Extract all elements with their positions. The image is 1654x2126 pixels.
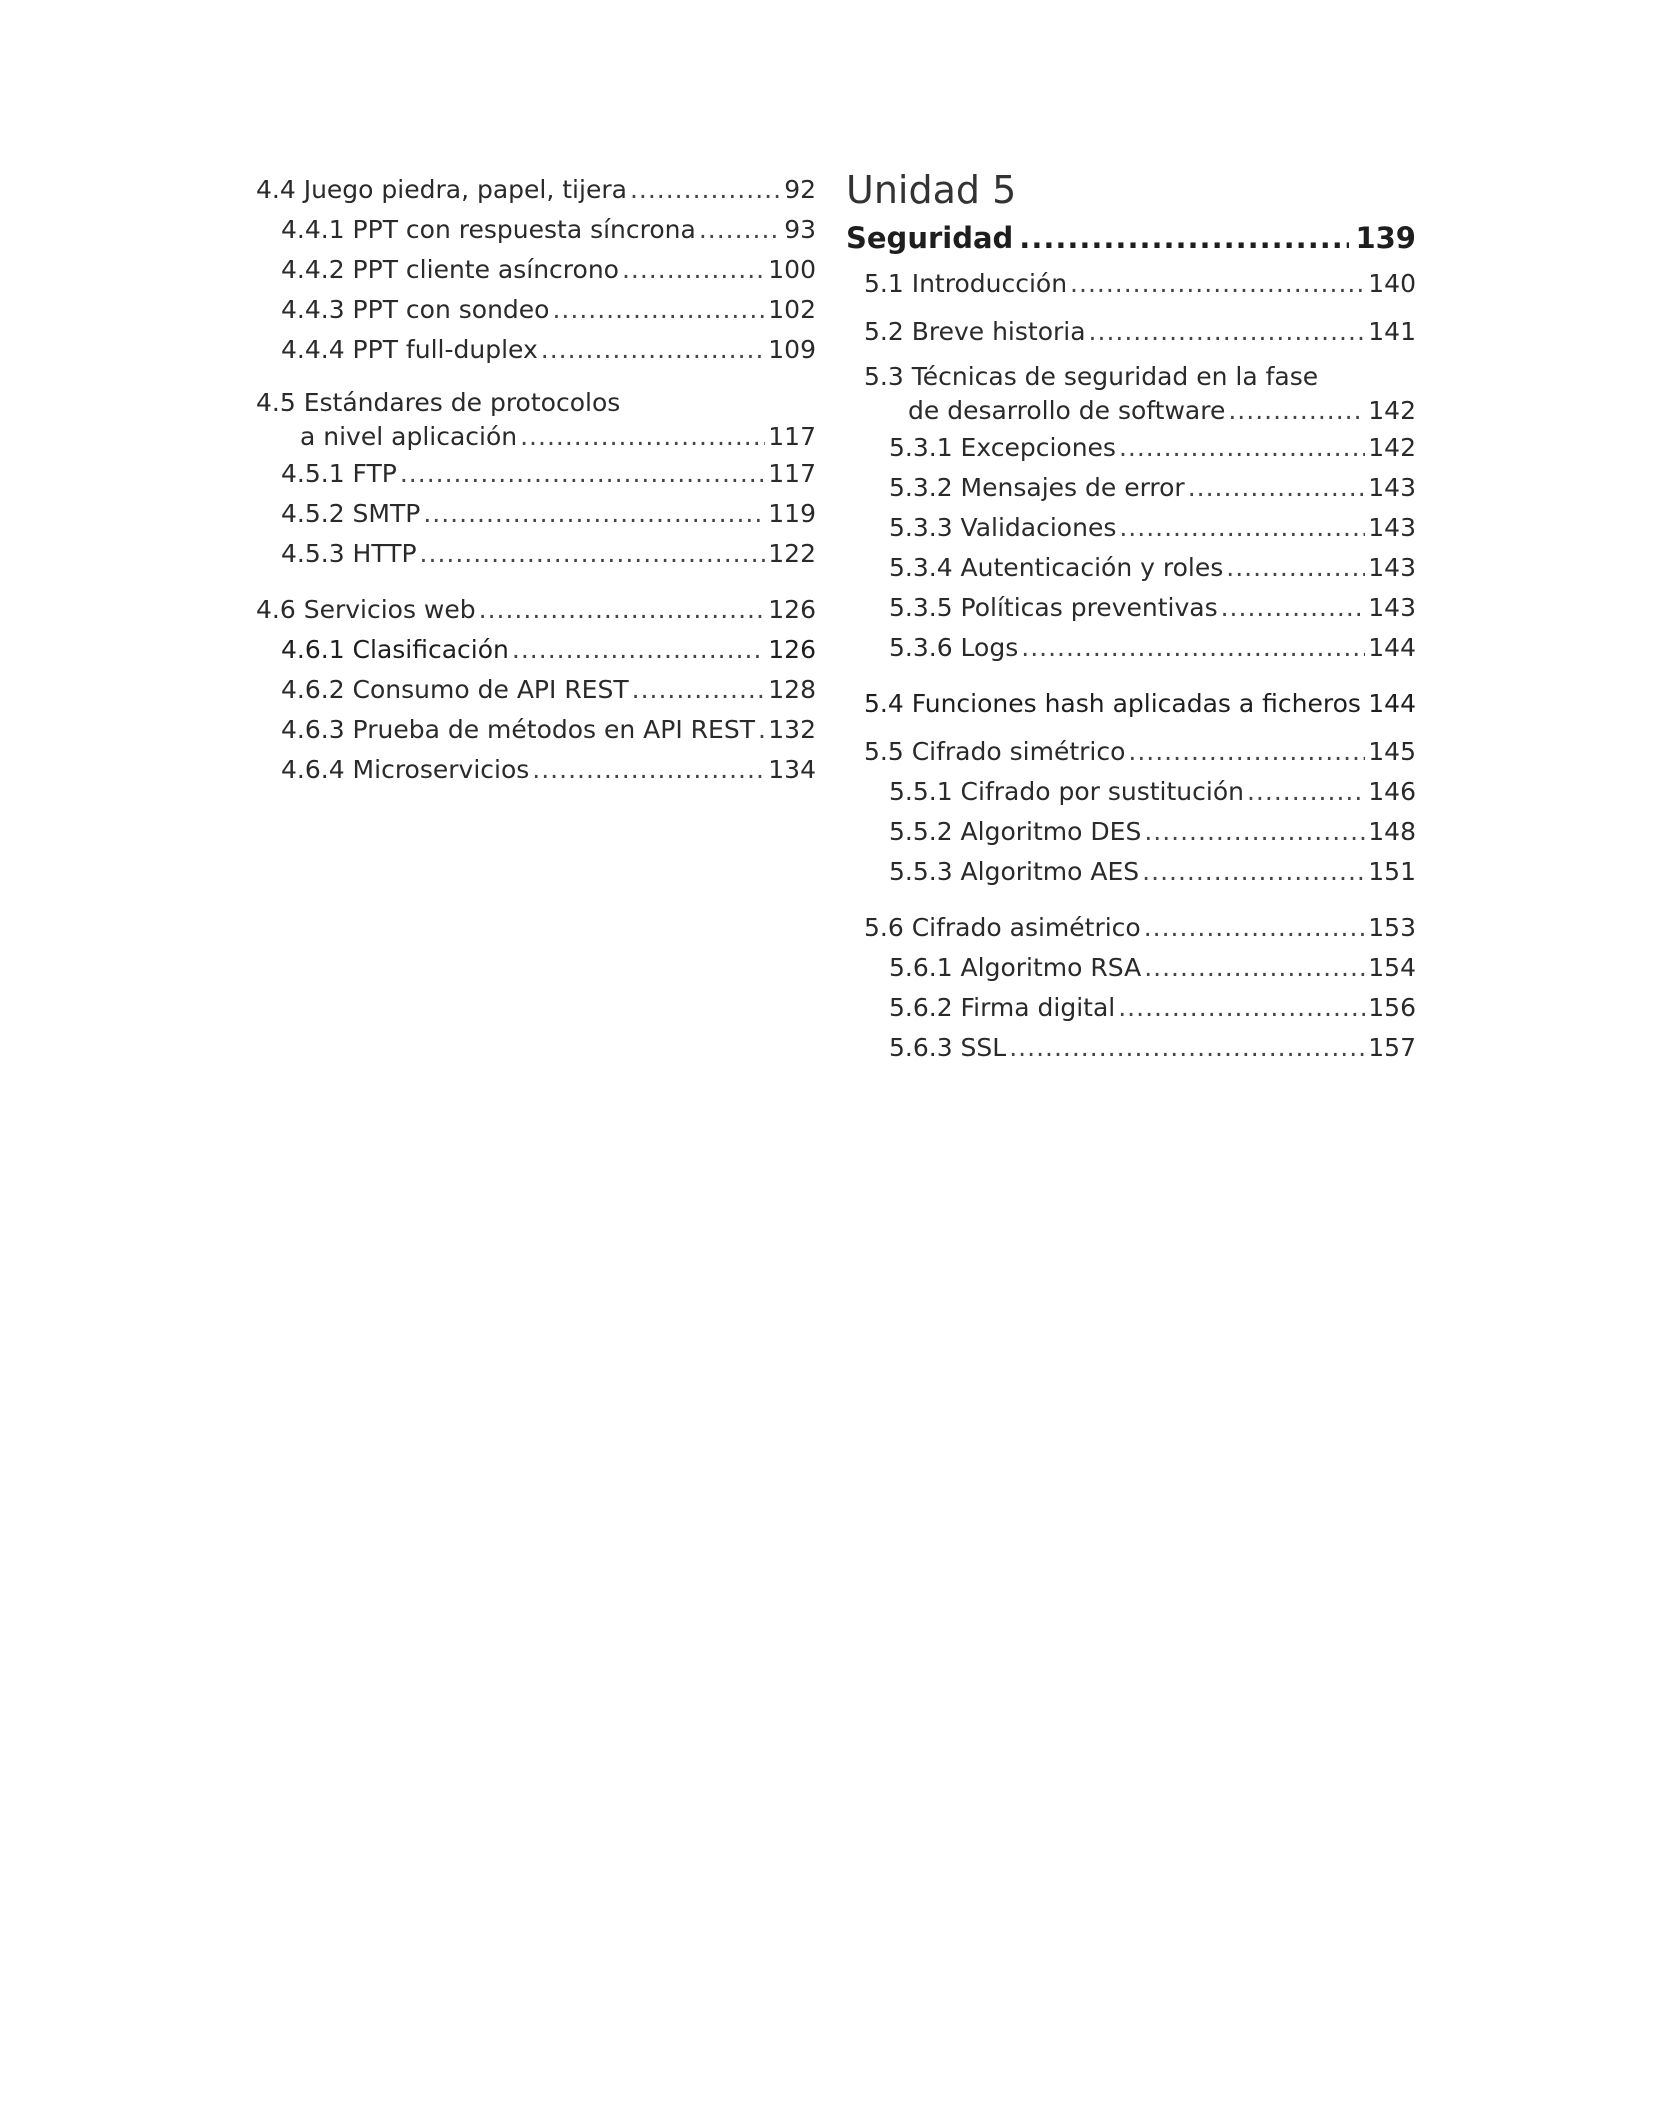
toc-entry-label: 4.6.4 Microservicios — [281, 755, 530, 784]
toc-entry-page: 140 — [1368, 269, 1416, 298]
dot-leader — [1226, 548, 1365, 588]
toc-entry-label-cont: de desarrollo de software — [908, 396, 1226, 425]
dot-leader — [479, 590, 766, 630]
toc-entry-page: 119 — [768, 499, 816, 528]
toc-entry-page: 117 — [768, 459, 816, 488]
toc-entry-4-4-3 — [256, 290, 816, 330]
dot-leader — [423, 494, 765, 534]
toc-entry-label: 4.5.2 SMTP — [281, 499, 421, 528]
toc-entry-5-5 — [846, 732, 1416, 772]
toc-entry-5-4 — [846, 684, 1416, 724]
dot-leader — [1144, 812, 1365, 852]
toc-entry-label: 4.6.3 Prueba de métodos en API REST — [281, 715, 755, 744]
dot-leader — [1221, 588, 1366, 628]
dot-leader — [1119, 428, 1365, 468]
dot-leader — [541, 330, 766, 370]
dot-leader — [512, 630, 765, 670]
dot-leader — [758, 710, 765, 750]
toc-entry-label: 5.3.2 Mensajes de error — [889, 473, 1185, 502]
toc-entry-label: 4.4.2 PPT cliente asíncrono — [281, 255, 619, 284]
toc-entry-label: 5.4 Funciones hash aplicadas a ficheros — [864, 689, 1361, 718]
toc-entry-label: 4.4.3 PPT con sondeo — [281, 295, 550, 324]
toc-entry-label: 5.5.1 Cifrado por sustitución — [889, 777, 1244, 806]
toc-left-column — [256, 170, 816, 790]
unit-title-page: 139 — [1355, 221, 1416, 255]
dot-leader — [1228, 394, 1365, 428]
toc-entry-5-6-3 — [846, 1028, 1416, 1068]
toc-entry-label: 4.6 Servicios web — [256, 595, 476, 624]
toc-entry-4-4-2 — [256, 250, 816, 290]
toc-entry-5-3-4 — [846, 548, 1416, 588]
toc-entry-5-3-2 — [846, 468, 1416, 508]
toc-entry-page: 128 — [768, 675, 816, 704]
toc-entry-label: 4.4 Juego piedra, papel, tijera — [256, 175, 627, 204]
toc-entry-4-6-4 — [256, 750, 816, 790]
dot-leader — [622, 250, 765, 290]
toc-entry-page: 117 — [768, 422, 816, 451]
toc-entry-label: 5.6 Cifrado asimétrico — [864, 913, 1141, 942]
dot-leader — [1144, 948, 1365, 988]
toc-entry-label: 4.6.1 Clasificación — [281, 635, 509, 664]
unit-title-text: Seguridad — [846, 221, 1014, 255]
dot-leader — [1070, 264, 1365, 304]
toc-entry-4-5-1 — [256, 454, 816, 494]
toc-entry-label: 4.4.1 PPT con respuesta síncrona — [281, 215, 696, 244]
dot-leader — [400, 454, 765, 494]
toc-entry-page: 145 — [1368, 737, 1416, 766]
dot-leader — [1144, 908, 1366, 948]
toc-entry-5-3-1 — [846, 428, 1416, 468]
toc-entry-page: 100 — [768, 255, 816, 284]
toc-entry-page: 151 — [1368, 857, 1416, 886]
dot-leader — [1188, 468, 1366, 508]
toc-entry-page: 126 — [768, 595, 816, 624]
toc-entry-4-6 — [256, 590, 816, 630]
dot-leader — [532, 750, 765, 790]
toc-entry-5-5-1 — [846, 772, 1416, 812]
toc-entry-label: 5.5.2 Algoritmo DES — [889, 817, 1142, 846]
toc-entry-label: 5.3.3 Validaciones — [889, 513, 1117, 542]
toc-entry-page: 146 — [1368, 777, 1416, 806]
toc-entry-page: 102 — [768, 295, 816, 324]
toc-entry-5-5-3 — [846, 852, 1416, 892]
toc-entry-continuation — [864, 394, 1416, 428]
toc-entry-4-6-2 — [256, 670, 816, 710]
dot-leader — [1128, 732, 1365, 772]
dot-leader — [630, 170, 781, 210]
toc-entry-page: 141 — [1368, 317, 1416, 346]
toc-entry-page: 156 — [1368, 993, 1416, 1022]
dot-leader — [1118, 988, 1365, 1028]
toc-entry-label: 5.6.3 SSL — [889, 1033, 1007, 1062]
toc-entry-5-3-3 — [846, 508, 1416, 548]
toc-entry-label: 5.5 Cifrado simétrico — [864, 737, 1126, 766]
toc-entry-label: 5.3.4 Autenticación y roles — [889, 553, 1224, 582]
toc-entry-4-5-3 — [256, 534, 816, 574]
dot-leader — [1119, 508, 1365, 548]
toc-entry-label: 5.3.6 Logs — [889, 633, 1019, 662]
toc-entry-4-4-1 — [256, 210, 816, 250]
toc-entry-page: 143 — [1368, 513, 1416, 542]
unit-label: Unidad 5 — [846, 168, 1017, 212]
toc-entry-label: 5.3 Técnicas de seguridad en la fase — [864, 362, 1319, 391]
toc-entry-page: 143 — [1368, 553, 1416, 582]
toc-entry-5-2 — [846, 312, 1416, 352]
toc-entry-5-3-6 — [846, 628, 1416, 668]
toc-entry-4-6-1 — [256, 630, 816, 670]
toc-entry-label: 5.2 Breve historia — [864, 317, 1086, 346]
toc-entry-5-5-2 — [846, 812, 1416, 852]
dot-leader — [1009, 1028, 1365, 1068]
toc-entry-page: 153 — [1368, 913, 1416, 942]
toc-entry-label: 4.4.4 PPT full-duplex — [281, 335, 538, 364]
toc-entry-label: 5.6.1 Algoritmo RSA — [889, 953, 1142, 982]
toc-entry-5-3-5 — [846, 588, 1416, 628]
toc-entry-page: 144 — [1368, 689, 1416, 718]
toc-entry-label-cont: a nivel aplicación — [300, 422, 518, 451]
unit-title — [846, 214, 1416, 262]
toc-entry-page: 142 — [1368, 433, 1416, 462]
toc-entry-4-5 — [256, 386, 816, 454]
toc-entry-4-5-2 — [256, 494, 816, 534]
toc-entry-label: 4.5 Estándares de protocolos — [256, 388, 621, 417]
dot-leader — [1089, 312, 1366, 352]
dot-leader — [552, 290, 765, 330]
toc-entry-continuation — [256, 420, 816, 454]
toc-entry-label: 5.1 Introducción — [864, 269, 1068, 298]
dot-leader — [699, 210, 781, 250]
toc-entry-page: 126 — [768, 635, 816, 664]
toc-entry-page: 157 — [1368, 1033, 1416, 1062]
toc-entry-page: 142 — [1368, 396, 1416, 425]
toc-entry-label: 4.5.1 FTP — [281, 459, 397, 488]
toc-entry-label: 5.3.1 Excepciones — [889, 433, 1116, 462]
toc-entry-5-6-2 — [846, 988, 1416, 1028]
toc-entry-page: 144 — [1368, 633, 1416, 662]
toc-entry-5-1 — [846, 264, 1416, 304]
toc-entry-label: 4.6.2 Consumo de API REST — [281, 675, 629, 704]
toc-entry-label: 5.6.2 Firma digital — [889, 993, 1116, 1022]
toc-entry-page: 93 — [784, 215, 816, 244]
toc-entry-5-6-1 — [846, 948, 1416, 988]
dot-leader — [1364, 684, 1365, 724]
dot-leader — [420, 534, 766, 574]
toc-entry-4-6-3 — [256, 710, 816, 750]
toc-entry-page: 143 — [1368, 593, 1416, 622]
toc-entry-5-6 — [846, 908, 1416, 948]
toc-entry-label: 5.3.5 Políticas preventivas — [889, 593, 1218, 622]
toc-entry-page: 122 — [768, 539, 816, 568]
toc-right-column — [846, 170, 1416, 1068]
dot-leader — [1247, 772, 1365, 812]
toc-entry-page: 92 — [784, 175, 816, 204]
toc-entry-4-4 — [256, 170, 816, 210]
toc-entry-page: 148 — [1368, 817, 1416, 846]
toc-entry-page: 154 — [1368, 953, 1416, 982]
toc-entry-5-3 — [846, 360, 1416, 428]
dot-leader — [1021, 628, 1365, 668]
toc-entry-label: 4.5.3 HTTP — [281, 539, 417, 568]
toc-entry-page: 134 — [768, 755, 816, 784]
dot-leader — [1142, 852, 1365, 892]
toc-entry-label: 5.5.3 Algoritmo AES — [889, 857, 1140, 886]
dot-leader — [1019, 214, 1349, 262]
toc-entry-page: 143 — [1368, 473, 1416, 502]
dot-leader — [520, 420, 765, 454]
toc-entry-page: 109 — [768, 335, 816, 364]
dot-leader — [632, 670, 766, 710]
toc-entry-4-4-4 — [256, 330, 816, 370]
toc-entry-page: 132 — [768, 715, 816, 744]
